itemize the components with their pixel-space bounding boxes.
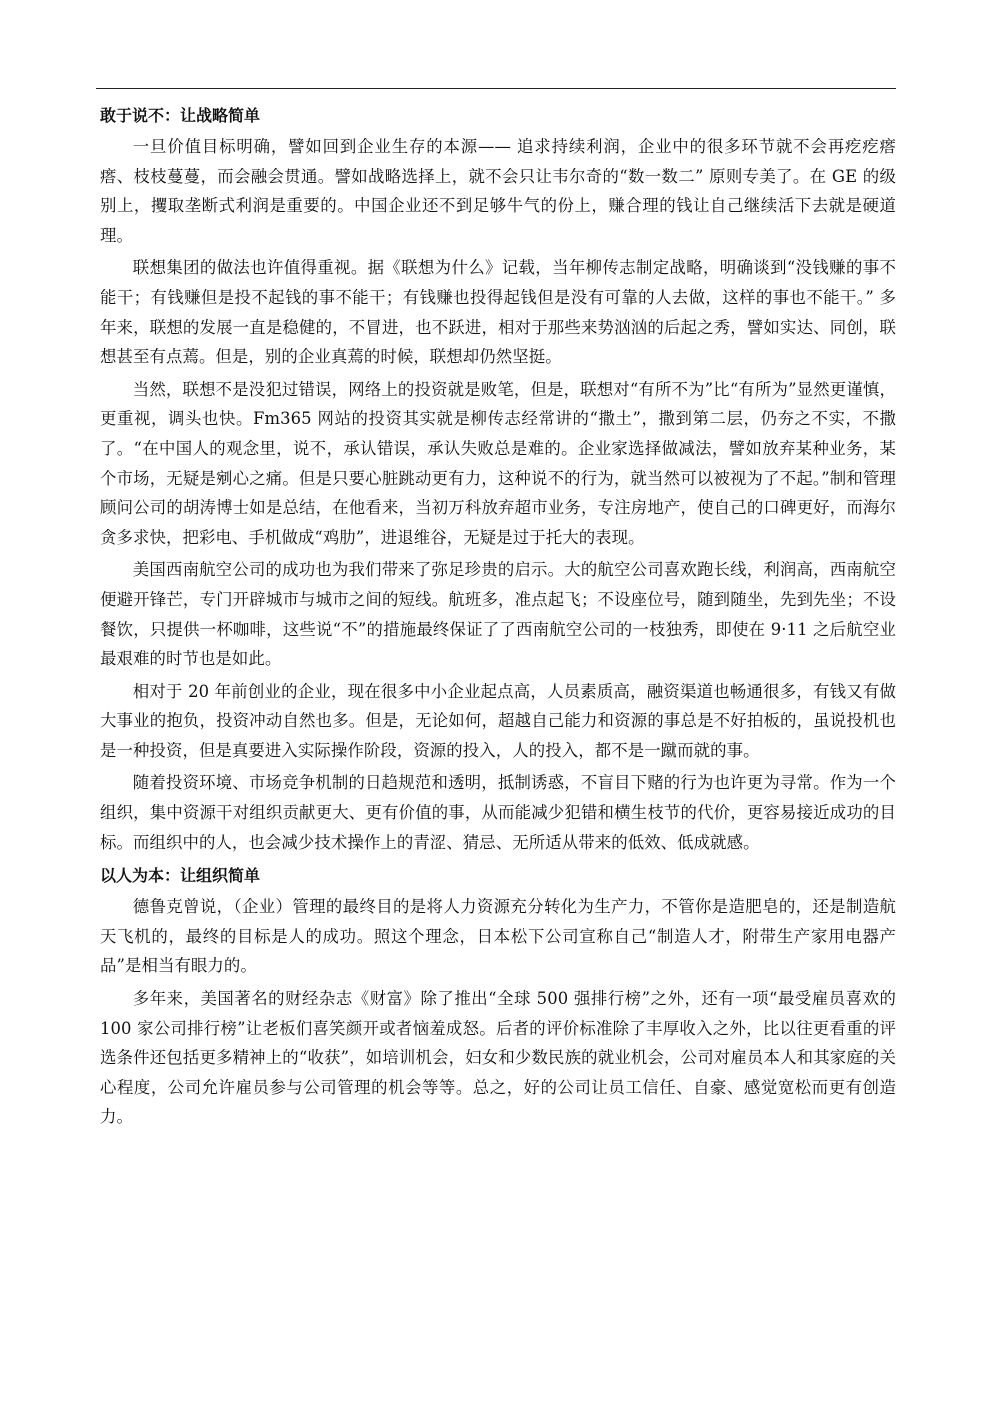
paragraph: 相对于 20 年前创业的企业，现在很多中小企业起点高，人员素质高，融资渠道也畅通很多，有钱又有做大事业的抱负，投资冲动自然也多。但是，无论如何，超越自己能力和资源的事总是不好拍板的，虽说投机也是一种投资，但是真要进入实际操作阶段，资源的投入，人的投入，都不是一蹴而就的事。 <box>100 681 896 760</box>
paragraph: 多年来，美国著名的财经杂志《财富》除了推出“全球 500 强排行榜”之外，还有一项“最受雇员喜欢的 100 家公司排行榜”让老板们喜笑颜开或者恼羞成怒。后者的评价标准除了丰厚收入之外，比以往更看重的评选条件还包括更多精神上的“收获”，如培训机会，妇女和少数民族的就业机会，公司对雇员本人和其家庭的关心程度，公司允许雇员参与公司管理的机会等等。总之，好的公司让员工信任、自豪、感觉宽松而更有创造力。 <box>100 989 896 1127</box>
section-organization <box>100 860 896 1132</box>
paragraph: 德鲁克曾说，（企业）管理的最终目的是将人力资源充分转化为生产力，不管你是造肥皂的，还是制造航天飞机的，最终的目标是人的成功。照这个理念，日本松下公司宣称自己“制造人才，附带生产家用电器产品”是相当有眼力的。 <box>100 897 896 976</box>
paragraph: 一旦价值目标明确，譬如回到企业生存的本源—— 追求持续利润，企业中的很多环节就不会再疙疙瘩瘩、枝枝蔓蔓，而会融会贯通。譬如战略选择上，就不会只让韦尔奇的“数一数二” 原则专美了。在 GE 的级别上，攫取垄断式利润是重要的。中国企业还不到足够牛气的份上，赚合理的钱让自己继续活下去就是硬道理。 <box>100 137 896 245</box>
paragraph: 当然，联想不是没犯过错误，网络上的投资就是败笔，但是，联想对“有所不为”比“有所为”显然更谨慎，更重视，调头也快。Fm365 网站的投资其实就是柳传志经常讲的“撒土”，撒到第二层，仍夯之不实，不撒了。“在中国人的观念里，说不，承认错误，承认失败总是难的。企业家选择做减法，譬如放弃某种业务，某个市场，无疑是剜心之痛。但是只要心脏跳动更有力，这种说不的行为，就当然可以被视为了不起。”制和管理顾问公司的胡涛博士如是总结，在他看来，当初万科放弃超市业务，专注房地产，使自己的口碑更好，而海尔贪多求快，把彩电、手机做成“鸡肋”，进退维谷，无疑是过于托大的表现。 <box>100 379 896 547</box>
paragraph: 美国西南航空公司的成功也为我们带来了弥足珍贵的启示。大的航空公司喜欢跑长线，利润高，西南航空便避开锋芒，专门开辟城市与城市之间的短线。航班多，准点起飞；不设座位号，随到随坐，先到先坐；不设餐饮，只提供一杯咖啡，这些说“不”的措施最终保证了了西南航空公司的一枝独秀，即使在 9·11 之后航空业最艰难的时节也是如此。 <box>100 560 896 669</box>
section-strategy <box>100 100 896 857</box>
header-rule <box>96 88 896 89</box>
section-heading: 敢于说不：让战略简单 <box>100 106 261 125</box>
paragraph: 随着投资环境、市场竞争机制的日趋规范和透明，抵制诱惑，不盲目下赌的行为也许更为寻常。作为一个组织，集中资源干对组织贡献更大、更有价值的事，从而能减少犯错和横生枝节的代价，更容易接近成功的目标。而组织中的人，也会减少技术操作上的青涩、猜忌、无所适从带来的低效、低成就感。 <box>100 773 896 852</box>
paragraph: 联想集团的做法也许值得重视。据《联想为什么》记载，当年柳传志制定战略，明确谈到“没钱赚的事不能干；有钱赚但是投不起钱的事不能干；有钱赚也投得起钱但是没有可靠的人去做，这样的事也不能干。” 多年来，联想的发展一直是稳健的，不冒进，也不跃进，相对于那些来势汹汹的后起之秀，譬如实达、同创，联想甚至有点蔫。但是，别的企业真蔫的时候，联想却仍然坚挺。 <box>100 258 896 367</box>
section-heading: 以人为本：让组织简单 <box>100 866 261 886</box>
document-page <box>100 100 896 1135</box>
